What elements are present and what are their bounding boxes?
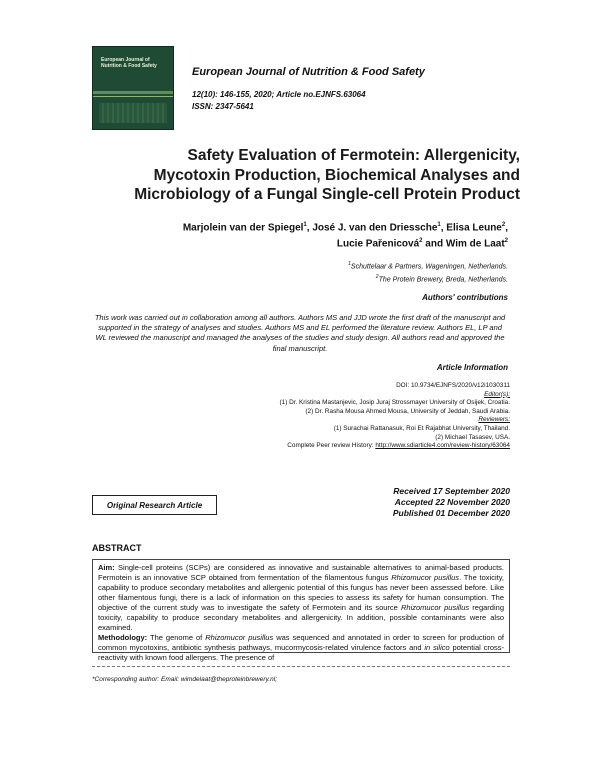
affiliations — [200, 259, 508, 286]
article-info — [160, 382, 510, 451]
article-dates — [330, 486, 510, 519]
title-line: Safety Evaluation of Fermotein: Allergenicity, — [187, 147, 520, 164]
author-conjunction: and — [425, 238, 444, 250]
footnote-divider — [92, 666, 510, 667]
editor-item: (2) Dr. Rasha Mousa Ahmed Mousa, University of Jeddah, Saudi Arabia. — [305, 407, 510, 415]
reviewer-item: (1) Surachai Rattanasuk, Roi Et Rajabhat University, Thailand. — [333, 424, 510, 432]
affiliation-marker: 2 — [501, 222, 506, 228]
accepted-date: Accepted 22 November 2020 — [394, 497, 510, 507]
title-line: Microbiology of a Fungal Single-cell Protein Product — [134, 186, 520, 203]
journal-volume: 12(10): 146-155, 2020; Article no.EJNFS.63064 — [192, 90, 366, 99]
editor-item: (1) Dr. Kristina Mastanjevic, Josip Juraj Strossmayer University of Osijek, Croatia. — [279, 399, 510, 407]
methodology-label: Methodology: — [98, 633, 148, 642]
affiliation-item: $^1$Schuttelaar & Partners, Wageningen, Netherlands. — [348, 261, 508, 271]
affiliation-marker: 2 — [504, 237, 508, 244]
cover-texture — [99, 103, 167, 123]
cover-title: European Journal of Nutrition & Food Safety — [101, 57, 157, 69]
species-name: Rhizomucor pusillus — [205, 633, 274, 642]
author-name: Marjolein van der Spiegel — [182, 222, 304, 234]
contributions-heading: Authors' contributions — [422, 293, 508, 302]
journal-cover-image — [92, 46, 174, 130]
affiliation-marker: 2 — [419, 237, 423, 244]
article-info-heading: Article Information — [436, 363, 508, 372]
journal-issn: ISSN: 2347-5641 — [192, 102, 254, 111]
species-name: Rhizomucor pusillus — [391, 573, 460, 582]
contributions-text: This work was carried out in collaboration among all authors. Authors MS and JJD wrote the first draft of the manuscript and supported in the strategy of analyses and studies. Authors MS and EL performed the literature review. Authors EL, LP and WL reviewed the manuscript and managed the analyses of the studies and study design. All authors read and approved the final manuscript. — [94, 313, 506, 353]
author-list: Marjolein van der Spiegel$^1$, José J. van den Driessche$^1$, Elisa Leune$^2$, Lucie Pařenicová$^2$ and Wim de Laat$^2$ — [182, 222, 508, 250]
affiliation-item: $^2$The Protein Brewery, Breda, Netherlands. — [375, 274, 508, 284]
published-date: Published 01 December 2020 — [392, 508, 510, 518]
reviewer-item: (2) Michael Tasasev, USA. — [435, 433, 510, 441]
article-type-box: Original Research Article — [92, 495, 217, 515]
author-name: Lucie Pařenicová — [336, 238, 420, 250]
corresponding-author-footnote: *Corresponding author: Email: wimdelaat@theproteinbrewery.nl; — [92, 676, 277, 683]
received-date: Received 17 September 2020 — [393, 486, 510, 496]
author-name: José J. van den Driessche — [312, 222, 438, 234]
abstract-box: Aim: Single-cell proteins (SCPs) are considered as innovative and sustainable alternatives to animal-based products. Fermotein is an innovative SCP obtained from fermentation of the filamentous fungus Rhizomucor pusillus. The toxicity, capability to produce secondary metabolites and allergenic potential of this fungus has never been assessed before. Like other filamentous fungi, there is a lack of information on this species to assess its safety for human consumption. The objective of the current study was to investigate the safety of Fermotein and its source Rhizomucor pusillus regarding toxicity, capability to produce secondary metabolites and allergenicity. In addition, possible contaminants were also examined. Methodology: The genome of Rhizomucor pusillus was sequenced and annotated in order to screen for production of common mycotoxins, antibiotic synthesis pathways, mucormycosis-related virulence factors and in silico potential cross-reactivity with known food allergens. The presence of — [92, 559, 510, 653]
author-name: Elisa Leune — [446, 222, 502, 234]
aim-label: Aim: — [98, 563, 115, 572]
affiliation-marker: 1 — [437, 222, 441, 228]
editors-label: Editor(s): — [484, 390, 510, 398]
journal-name: European Journal of Nutrition & Food Safety — [192, 66, 425, 78]
review-history: Complete Peer review History: http://www.sdiarticle4.com/review-history/63064 — [287, 442, 510, 450]
title-line: Mycotoxin Production, Biochemical Analyses and — [153, 166, 520, 184]
species-name: Rhizomucor pusillus — [400, 603, 470, 612]
affiliation-marker: 1 — [303, 222, 307, 228]
abstract-heading: ABSTRACT — [92, 543, 142, 553]
reviewers-label: Reviewers: — [478, 416, 510, 424]
cover-band-thin — [93, 96, 173, 97]
review-history-link[interactable]: http://www.sdiarticle4.com/review-history/63064 — [375, 442, 510, 450]
doi: DOI: 10.9734/EJNFS/2020/v12i1030311 — [396, 382, 510, 389]
author-name: Wim de Laat — [445, 238, 505, 250]
cover-band — [93, 91, 173, 94]
article-title — [80, 146, 520, 205]
